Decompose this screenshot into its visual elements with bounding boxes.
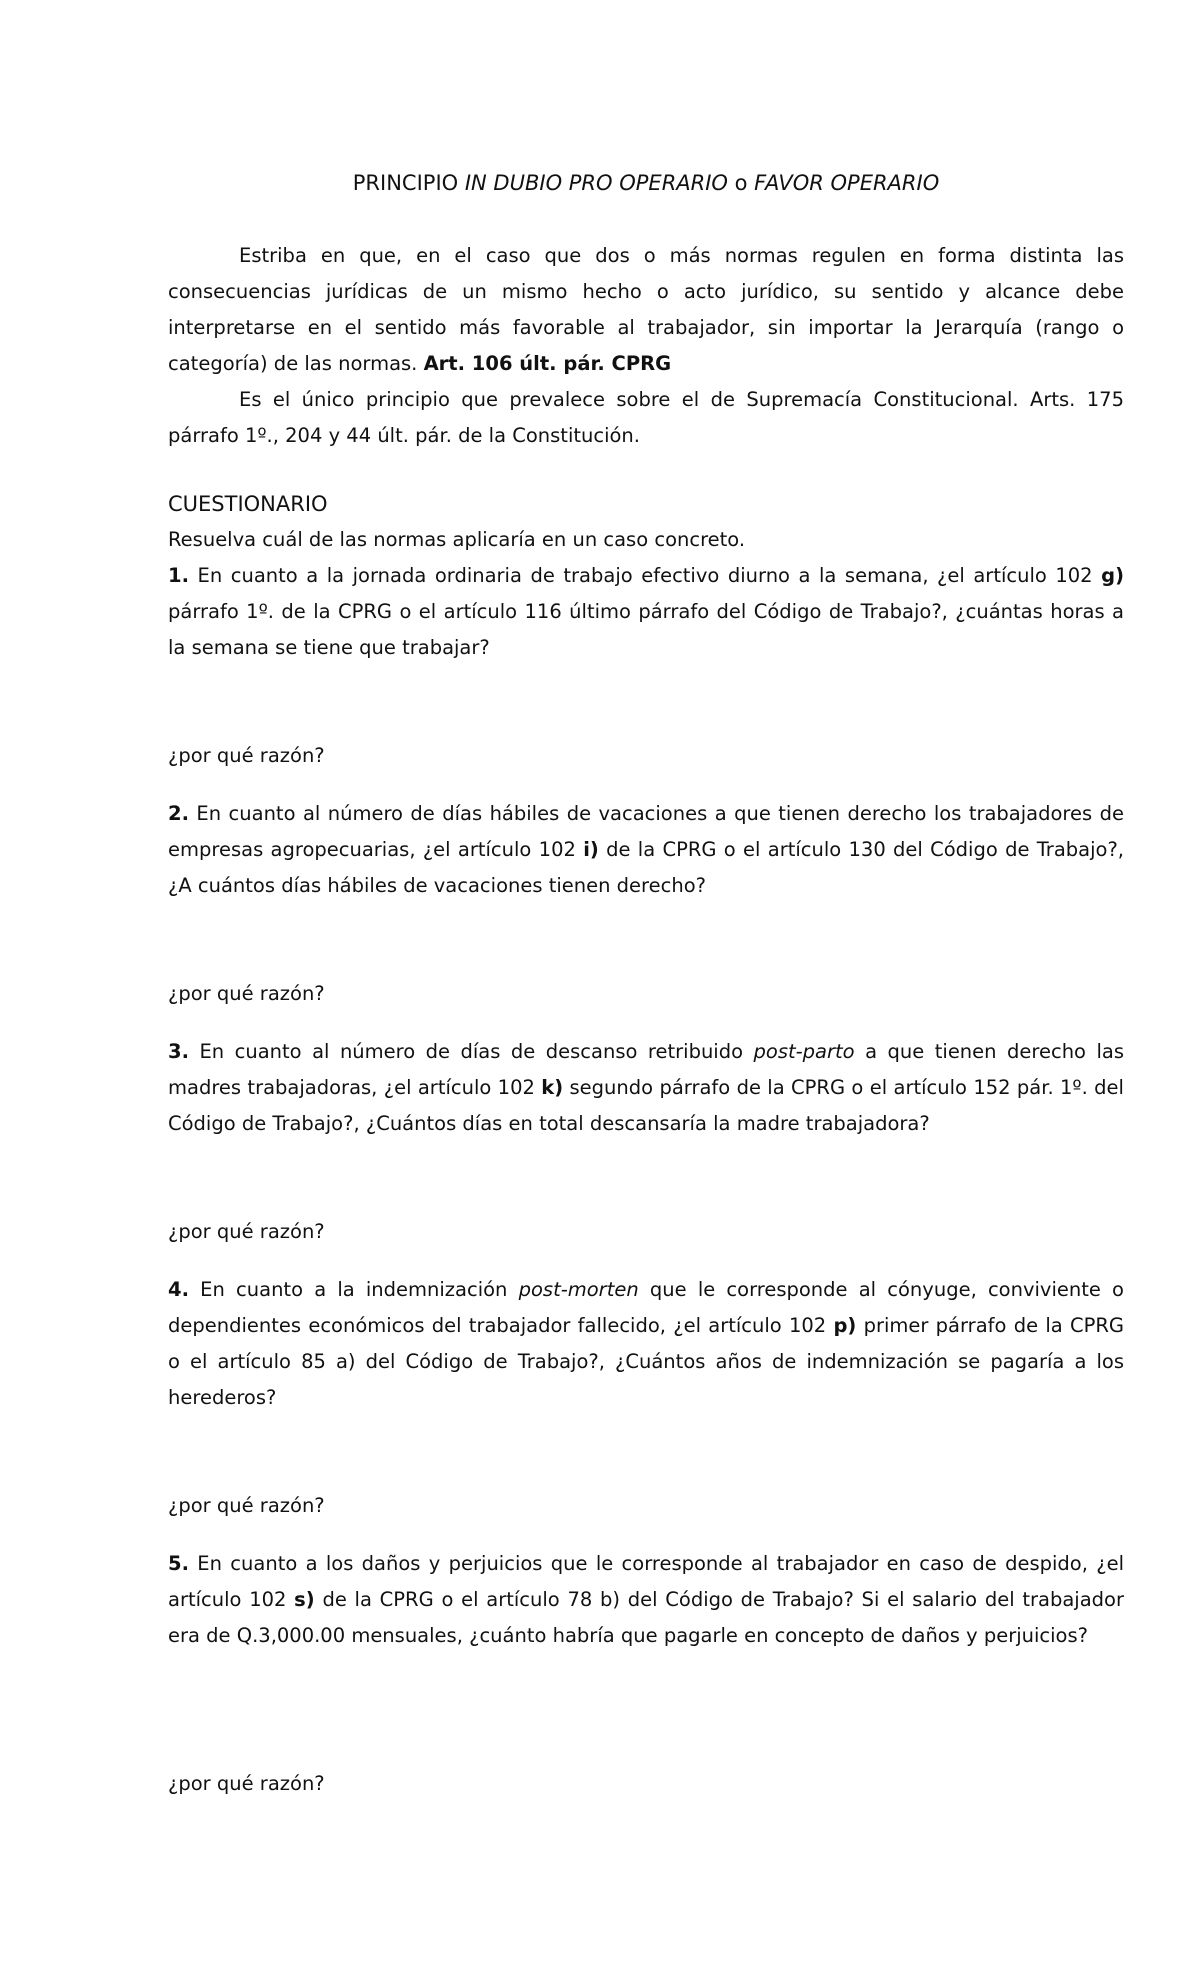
question-4: [168, 1272, 1124, 1416]
title-part-1: PRINCIPIO: [352, 171, 465, 195]
question-bold: g): [1101, 564, 1124, 587]
question-text: En cuanto a los daños y perjuicios que le corresponde al trabajador en caso de despido, ¿el artículo 102: [168, 1552, 1124, 1611]
title-part-3: o: [727, 171, 755, 195]
question-text: En cuanto a la jornada ordinaria de trabajo efectivo diurno a la semana, ¿el artículo 102: [188, 564, 1102, 587]
question-number: 1.: [168, 564, 189, 587]
question-text: de la CPRG o el artículo 130 del Código de Trabajo?, ¿A cuántos días hábiles de vacaciones tienen derecho?: [168, 838, 1124, 897]
answer-space: [168, 666, 1124, 738]
question-bold: s): [294, 1588, 315, 1611]
question-text: En cuanto al número de días de descanso retribuido: [188, 1040, 754, 1063]
title-part-4: FAVOR OPERARIO: [754, 171, 940, 195]
question-number: 3.: [168, 1040, 189, 1063]
question-text: En cuanto al número de días hábiles de vacaciones a que tienen derecho los trabajadores de empresas agropecuarias, ¿el artículo 102: [168, 802, 1124, 861]
question-bold: p): [833, 1314, 857, 1337]
question-number: 2.: [168, 802, 189, 825]
intro-p1-text: Estriba en que, en el caso que dos o más normas regulen en forma distinta las consecuencias jurídicas de un mismo hecho o acto jurídico, su sentido y alcance debe interpretarse en el sentido más favorable al trabajador, sin importar la Jerarquía (rango o categoría) de las normas.: [168, 244, 1124, 375]
why-prompt-2: ¿por qué razón?: [168, 982, 325, 1005]
question-text: a que tienen derecho las madres trabajadoras, ¿el artículo 102: [168, 1040, 1124, 1099]
document-body: [168, 168, 1124, 1810]
question-1: [168, 558, 1124, 666]
question-bold: k): [541, 1076, 564, 1099]
question-5: [168, 1546, 1124, 1654]
question-2: [168, 796, 1124, 904]
intro-p1-citation: Art. 106 últ. pár. CPRG: [423, 352, 672, 375]
why-prompt-1: ¿por qué razón?: [168, 744, 325, 767]
question-text: primer párrafo de la CPRG o el artículo 85 a) del Código de Trabajo?, ¿Cuántos años de indemnización se pagaría a los herederos?: [168, 1314, 1124, 1409]
questionnaire-instruction: Resuelva cuál de las normas aplicaría en un caso concreto.: [168, 528, 746, 551]
question-text: En cuanto a la indemnización: [188, 1278, 519, 1301]
answer-space: [168, 904, 1124, 976]
spacer: [168, 1532, 1124, 1546]
why-prompt-3: ¿por qué razón?: [168, 1220, 325, 1243]
answer-space: [168, 1142, 1124, 1214]
answer-space: [168, 1654, 1124, 1766]
answer-space: [168, 1416, 1124, 1488]
title-part-2: IN DUBIO PRO OPERARIO: [464, 171, 728, 195]
why-prompt-5: ¿por qué razón?: [168, 1772, 325, 1795]
intro-paragraph-2: Es el único principio que prevalece sobre el de Supremacía Constitucional. Arts. 175 párrafo 1º., 204 y 44 últ. pár. de la Constitución.: [168, 388, 1124, 447]
spacer: [168, 1020, 1124, 1034]
question-bold: i): [583, 838, 599, 861]
page-title: [168, 168, 1124, 198]
question-3: [168, 1034, 1124, 1142]
question-number: 4.: [168, 1278, 189, 1301]
question-italic: post-parto: [753, 1040, 855, 1063]
intro-paragraph-1: [168, 238, 1124, 382]
question-text: de la CPRG o el artículo 78 b) del Código de Trabajo? Si el salario del trabajador era de Q.3,000.00 mensuales, ¿cuánto habría que pagarle en concepto de daños y perjuicios?: [168, 1588, 1125, 1647]
question-number: 5.: [168, 1552, 189, 1575]
spacer: [168, 1258, 1124, 1272]
question-text: párrafo 1º. de la CPRG o el artículo 116 último párrafo del Código de Trabajo?, ¿cuántas horas a la semana se tiene que trabajar?: [168, 600, 1124, 659]
question-text: segundo párrafo de la CPRG o el artículo 152 pár. 1º. del Código de Trabajo?, ¿Cuántos días en total descansaría la madre trabajadora?: [168, 1076, 1124, 1135]
why-prompt-4: ¿por qué razón?: [168, 1494, 325, 1517]
questionnaire-heading: CUESTIONARIO: [168, 492, 328, 516]
question-italic: post-morten: [518, 1278, 639, 1301]
spacer: [168, 782, 1124, 796]
question-text: que le corresponde al cónyuge, conviviente o dependientes económicos del trabajador fallecido, ¿el artículo 102: [168, 1278, 1124, 1337]
